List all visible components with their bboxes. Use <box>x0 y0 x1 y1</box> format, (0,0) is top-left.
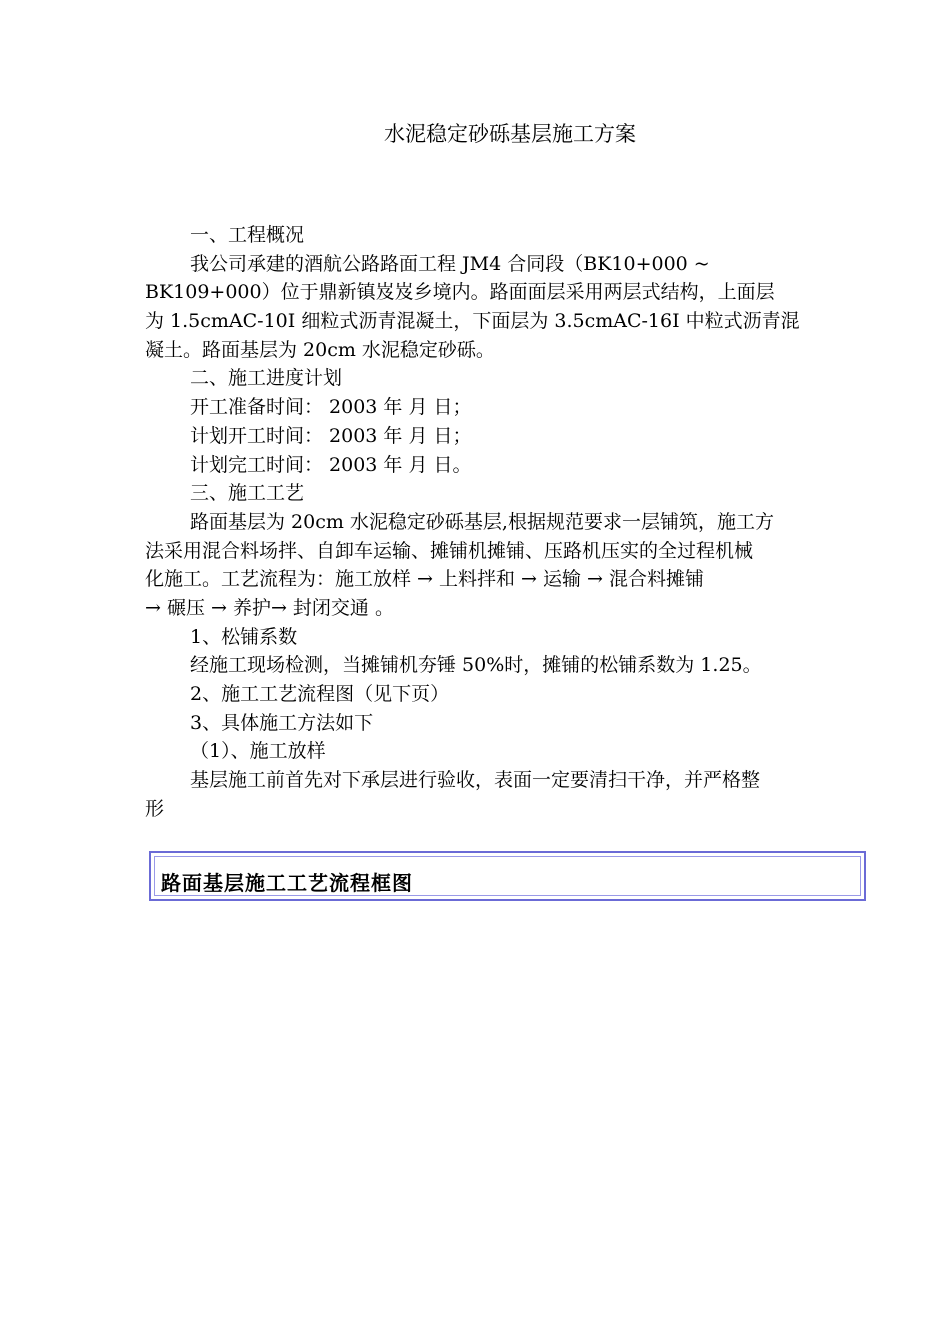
body-line: 3、具体施工方法如下 <box>190 711 374 734</box>
body-line: 为 1.5cmAC-10I 细粒式沥青混凝土，下面层为 3.5cmAC-16I 中粒式沥青混 <box>145 310 800 333</box>
body-line: 化施工。工艺流程为：施工放样 → 上料拌和 → 运输 → 混合料摊铺 <box>145 568 704 591</box>
document-body <box>145 221 865 823</box>
body-line: 计划完工时间： 2003 年 月 日。 <box>190 453 472 476</box>
body-line: 一、工程概况 <box>190 224 305 246</box>
body-line: 三、施工工艺 <box>190 482 305 505</box>
body-line: 法采用混合料场拌、自卸车运输、摊铺机摊铺、压路机压实的全过程机械 <box>145 539 754 562</box>
document-title: 水泥稳定砂砾基层施工方案 <box>384 122 636 146</box>
body-line: → 碾压 → 养护→ 封闭交通 。 <box>145 596 394 619</box>
body-line: 2、施工工艺流程图（见下页） <box>190 683 450 705</box>
body-line: 经施工现场检测，当摊铺机夯锤 50%时，摊铺的松铺系数为 1.25。 <box>190 654 762 677</box>
body-line: 凝土。路面基层为 20cm 水泥稳定砂砾。 <box>145 338 495 361</box>
body-line: BK109+000）位于鼎新镇岌岌乡境内。路面面层采用两层式结构，上面层 <box>145 281 775 304</box>
body-line: 我公司承建的酒航公路路面工程 JM4 合同段（BK10+000 ~ <box>190 252 710 275</box>
body-line: 二、施工进度计划 <box>190 367 343 390</box>
body-line: 路面基层为 20cm 水泥稳定砂砾基层,根据规范要求一层铺筑，施工方 <box>190 510 774 533</box>
body-line: 形 <box>145 797 165 820</box>
flowchart-heading-box <box>149 851 866 901</box>
body-line: 计划开工时间： 2003 年 月 日； <box>190 424 472 447</box>
body-line: 基层施工前首先对下承层进行验收，表面一定要清扫干净，并严格整 <box>190 769 761 792</box>
body-line: 开工准备时间： 2003 年 月 日； <box>190 396 472 419</box>
body-line: 1、松铺系数 <box>190 625 298 648</box>
body-line: （1）、施工放样 <box>190 740 326 763</box>
flowchart-heading-title: 路面基层施工工艺流程框图 <box>161 871 413 895</box>
